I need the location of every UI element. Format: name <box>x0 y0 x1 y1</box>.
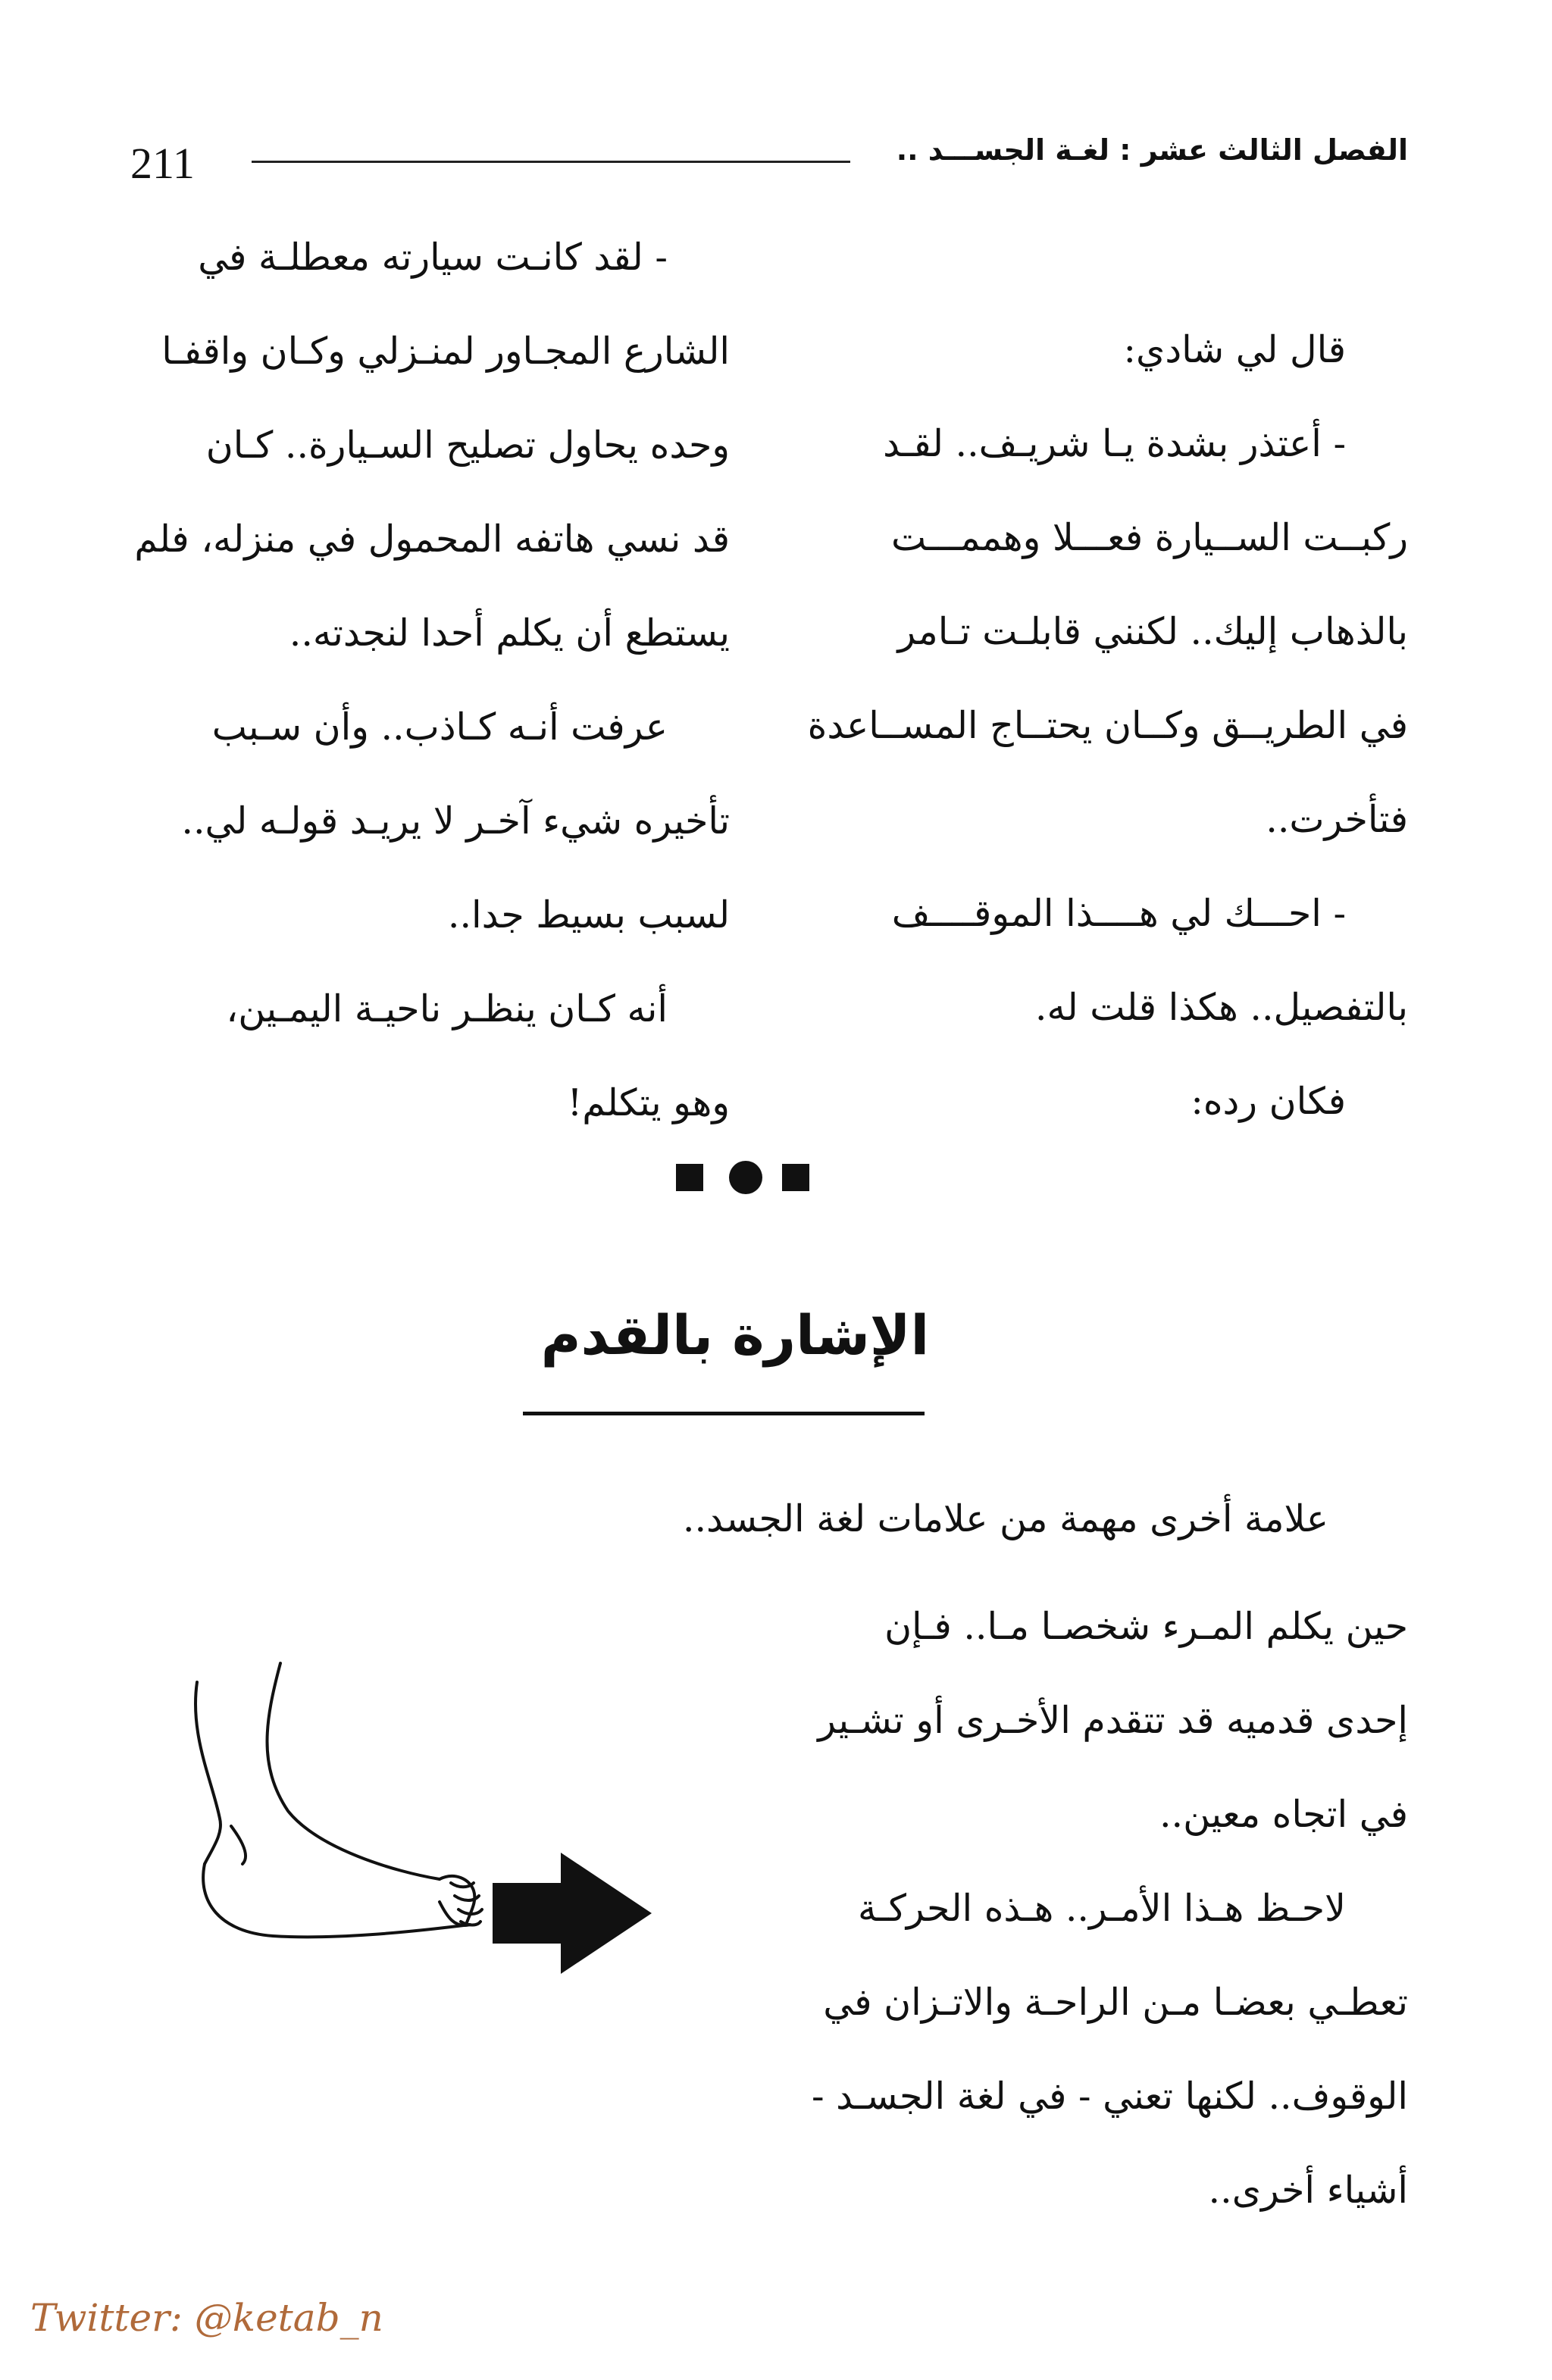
text-line: الوقوف.. لكنها تعني - في لغة الجسـد - <box>812 2075 1408 2118</box>
text-line: فكان رده: <box>1191 1080 1346 1123</box>
text-line: - لقد كانـت سيارته معطلـة في <box>198 236 668 279</box>
text-line: وهو يتكلم! <box>567 1081 730 1124</box>
text-line: قد نسي هاتفه المحمول في منزله، فلم <box>134 518 730 561</box>
watermark: Twitter: @ketab_n <box>30 2296 383 2340</box>
text-line: إحدى قدميه قد تتقدم الأخـرى أو تشـير <box>818 1699 1408 1742</box>
text-line: لسبب بسيط جدا.. <box>447 893 730 937</box>
text-line: بالتفصيل.. هكذا قلت له. <box>1034 986 1408 1029</box>
text-line: عرفت أنـه كـاذب.. وأن سـبب <box>211 705 668 749</box>
right-column <box>794 303 1408 1149</box>
section-body <box>681 1580 1408 2238</box>
text-line: أنه كـان ينظـر ناحيـة اليمـين، <box>226 987 668 1030</box>
heading-underline <box>523 1412 925 1415</box>
text-line: ركبــت الســيارة فعـــلا وهممـــت <box>890 516 1408 559</box>
text-line: تعطـي بعضـا مـن الراحـة والاتـزان في <box>823 1981 1408 2024</box>
text-line: في اتجاه معين.. <box>1159 1793 1408 1836</box>
text-line: قال لي شادي: <box>1123 328 1346 371</box>
page-number: 211 <box>130 139 195 188</box>
separator-square-icon <box>782 1164 809 1191</box>
text-line: بالذهاب إليك.. لكنني قابلـت تـامر <box>897 610 1408 653</box>
text-line: لاحـظ هـذا الأمـر.. هـذه الحركـة <box>857 1887 1346 1930</box>
text-line: حين يكلم المـرء شخصـا مـا.. فـإن <box>884 1605 1408 1648</box>
section-separator <box>659 1158 826 1199</box>
text-line: يستطع أن يكلم أحدا لنجدته.. <box>289 611 730 655</box>
text-line: في الطريــق وكــان يحتــاج المســاعدة <box>807 704 1408 747</box>
separator-square-icon <box>676 1164 703 1191</box>
foot-pointing-illustration <box>167 1652 667 2000</box>
section-heading: الإشارة بالقدم <box>540 1303 930 1367</box>
text-line: تأخيره شيء آخـر لا يريـد قولـه لي.. <box>181 799 730 843</box>
text-line: وحده يحاول تصليح السـيارة.. كـان <box>205 424 730 467</box>
text-line: أشياء أخرى.. <box>1208 2169 1408 2212</box>
text-line: - احـــك لي هــــذا الموقــــف <box>891 892 1346 935</box>
separator-dot-icon <box>729 1161 762 1194</box>
left-column <box>114 211 730 1150</box>
chapter-title: الفصل الثالث عشر : لغـة الجســـد .. <box>896 133 1408 167</box>
header-rule <box>252 161 850 163</box>
text-line: فتأخرت.. <box>1266 798 1408 841</box>
text-line: الشارع المجـاور لمنـزلي وكـان واقفـا <box>161 330 730 373</box>
section-intro: علامة أخرى مهمة من علامات لغة الجسد.. <box>682 1497 1328 1540</box>
arrow-right-icon <box>493 1853 652 1974</box>
text-line: - أعتذر بشدة يـا شريـف.. لقـد <box>883 422 1346 465</box>
